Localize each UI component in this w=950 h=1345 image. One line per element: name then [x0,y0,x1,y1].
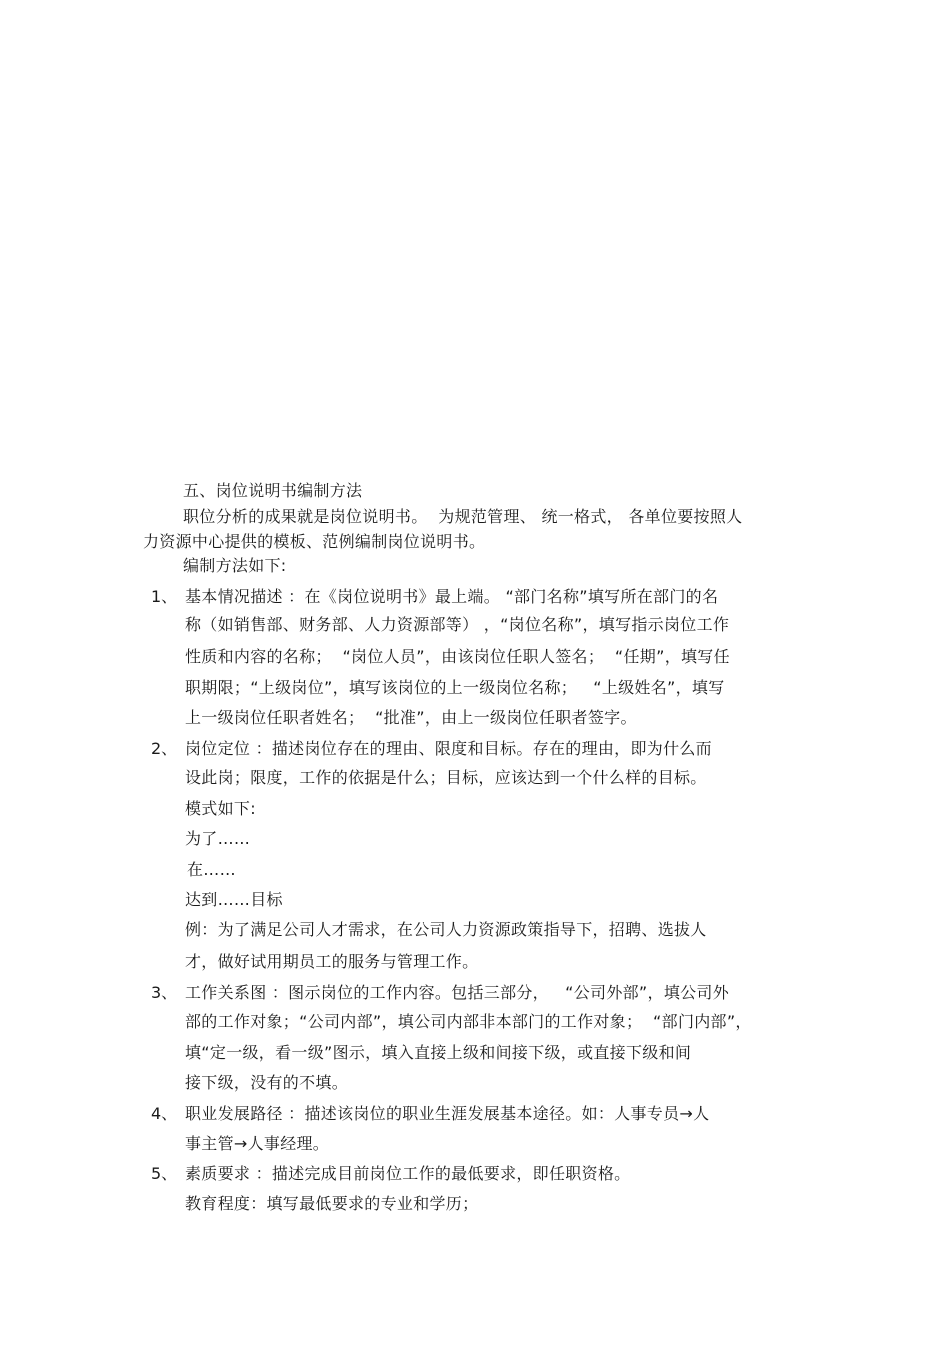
item-line: 称（如销售部、财务部、人力资源部等） ，“岗位名称”，填写指示岗位工作 [185,615,730,634]
item-line: 素质要求 ：描述完成目前岗位工作的最低要求，即任职资格。 [185,1164,631,1183]
item-line: 教育程度：填写最低要求的专业和学历； [185,1194,479,1213]
methods-title: 编制方法如下: [183,556,287,575]
item-line: 职业发展路径 ：描述该岗位的职业生涯发展基本途径。如：人事专员→人 [185,1104,710,1123]
item-line: 设此岗；限度，工作的依据是什么；目标，应该达到一个什么样的目标。 [185,768,707,787]
item-number: 5、 [151,1164,178,1183]
item-line: 上一级岗位任职者姓名； “批准”，由上一级岗位任职者签字。 [185,708,637,727]
item-number: 1、 [151,587,178,606]
item-line: 基本情况描述 ：在《岗位说明书》最上端。 “部门名称”填写所在部门的名 [185,587,719,606]
item-line: 例：为了满足公司人才需求，在公司人力资源政策指导下，招聘、选拔人 [185,920,707,939]
item-line: 模式如下: [185,799,256,818]
item-line: 接下级，没有的不填。 [185,1073,349,1092]
item-line: 工作关系图 ：图示岗位的工作内容。包括三部分， “公司外部”，填公司外 [185,983,730,1002]
item-line: 才，做好试用期员工的服务与管理工作。 [185,952,479,971]
item-line: 职期限；“上级岗位”，填写该岗位的上一级岗位名称； “上级姓名”，填写 [185,678,725,697]
item-line: 部的工作对象；“公司内部”，填公司内部非本部门的工作对象； “部门内部”， [185,1012,752,1031]
item-line: 岗位定位 ：描述岗位存在的理由、限度和目标。存在的理由，即为什么而 [185,739,712,758]
item-line: 事主管→人事经理。 [185,1134,330,1153]
item-number: 4、 [151,1104,178,1123]
item-line: 在…… [187,860,236,879]
item-number: 2、 [151,739,178,758]
intro-line-2: 力资源中心提供的模板、范例编制岗位说明书。 [143,532,486,551]
item-line: 填“定一级，看一级”图示，填入直接上级和间接下级，或直接下级和间 [185,1043,692,1062]
item-line: 性质和内容的名称； “岗位人员”，由该岗位任职人签名； “任期”，填写任 [185,647,730,666]
intro-line-1: 职位分析的成果就是岗位说明书。 为规范管理、 统一格式， 各单位要按照人 [183,507,743,526]
item-line: 为了…… [185,829,251,848]
item-number: 3、 [151,983,178,1002]
section-heading: 五、岗位说明书编制方法 [183,481,363,500]
item-line: 达到……目标 [185,890,283,909]
